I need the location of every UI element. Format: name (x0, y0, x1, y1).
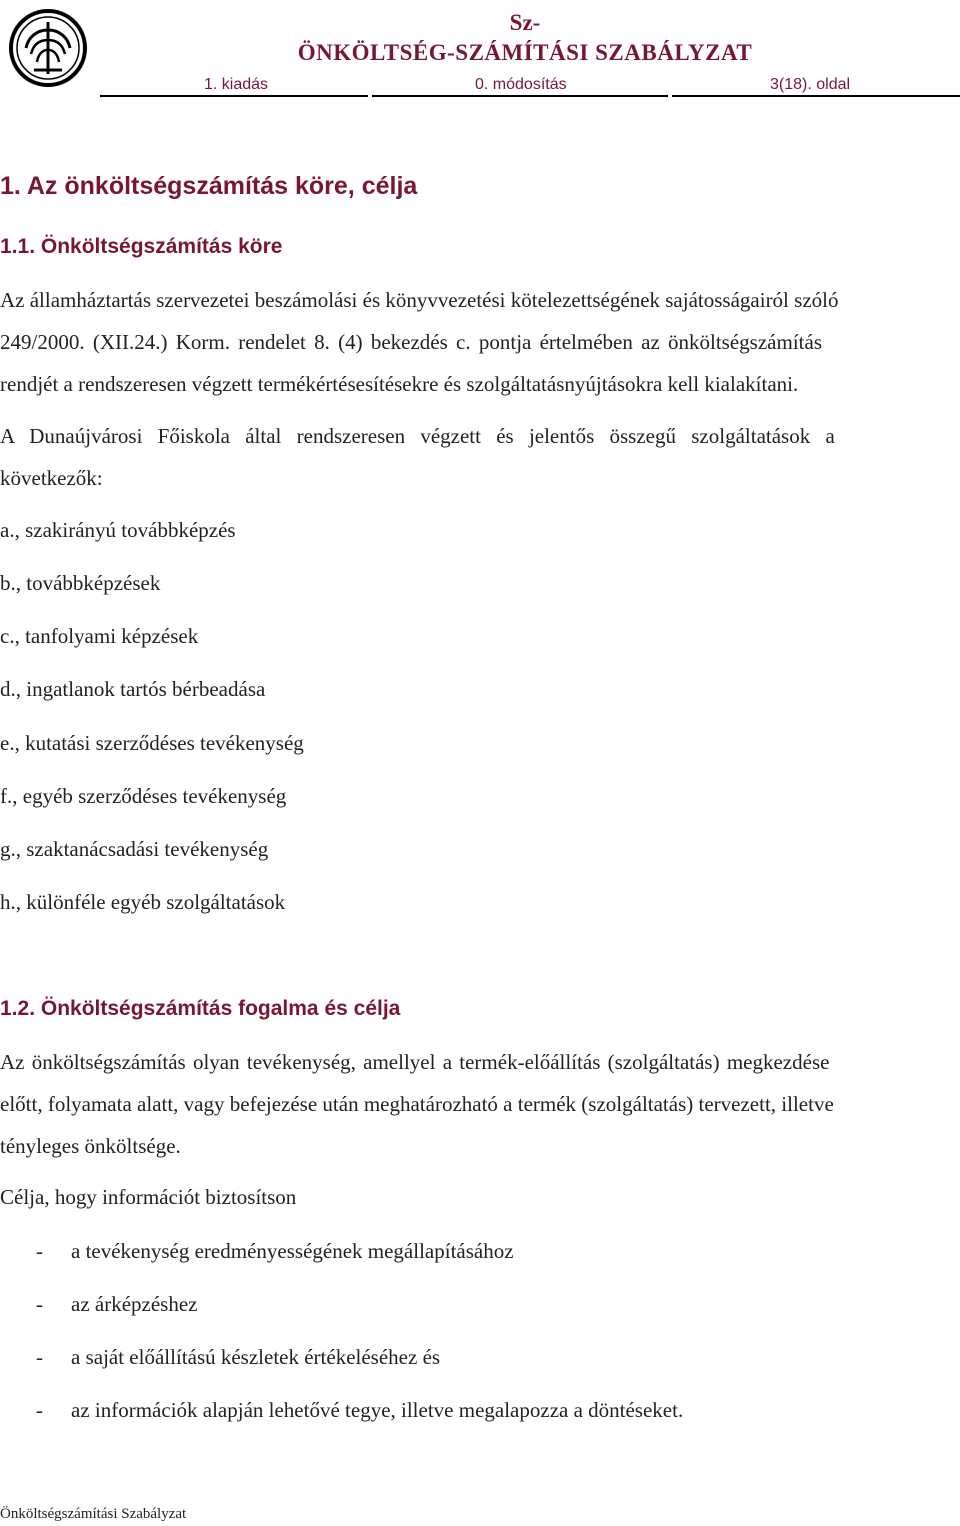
dash-marker: - (36, 1398, 43, 1422)
paragraph-1-line-1: Az államháztartás szervezetei beszámolási és könyvvezetési kötelezettségének sajátosságairól szóló (0, 288, 839, 312)
page-footer: Önköltségszámítási Szabályzat (0, 1506, 187, 1522)
list-item: g., szaktanácsadási tevékenység (0, 837, 269, 861)
dash-marker: - (36, 1345, 43, 1369)
list-item: e., kutatási szerződéses tevékenység (0, 731, 304, 755)
subsection-heading-1-1: 1.1. Önköltségszámítás köre (0, 235, 283, 258)
edition-label: 1. kiadás (204, 76, 269, 93)
dash-marker: - (36, 1239, 43, 1263)
list-item: d., ingatlanok tartós bérbeadása (0, 677, 266, 701)
header-rule-1 (100, 95, 368, 97)
document-title-line-2: ÖNKÖLTSÉG-SZÁMÍTÁSI SZABÁLYZAT (297, 40, 753, 65)
section-heading: 1. Az önköltségszámítás köre, célja (0, 172, 418, 200)
document-header (0, 0, 960, 100)
document-meta-row (100, 76, 960, 98)
list-item: b., továbbképzések (0, 571, 161, 595)
paragraph-2-line-2: következők: (0, 466, 103, 490)
college-emblem-icon (8, 8, 88, 88)
goal-text: az információk alapján lehetővé tegye, illetve megalapozza a döntéseket. (71, 1398, 684, 1422)
paragraph-3-line-1: Az önköltségszámítás olyan tevékenység, amellyel a termék-előállítás (szolgáltatás) megkezdése (0, 1050, 830, 1074)
paragraph-1-line-2: 249/2000. (XII.24.) Korm. rendelet 8. (4) bekezdés c. pontja értelmében az önköltségszámítás (0, 330, 822, 354)
paragraph-3-line-3: tényleges önköltsége. (0, 1134, 181, 1158)
paragraph-2-line-1: A Dunaújvárosi Főiskola által rendszeresen végzett és jelentős összegű szolgáltatások a (0, 424, 835, 448)
page-number-label: 3(18). oldal (770, 76, 851, 93)
paragraph-1-line-3: rendjét a rendszeresen végzett termékértésesítésekre és szolgáltatásnyújtásokra kell kialakítani. (0, 372, 799, 396)
goal-text: a saját előállítású készletek értékeléséhez és (71, 1345, 441, 1369)
subsection-heading-1-2: 1.2. Önköltségszámítás fogalma és célja (0, 997, 401, 1020)
list-item: c., tanfolyami képzések (0, 624, 199, 648)
header-rule-3 (672, 95, 960, 97)
goal-text: az árképzéshez (71, 1292, 198, 1316)
dash-marker: - (36, 1292, 43, 1316)
list-item: a., szakirányú továbbképzés (0, 518, 236, 542)
list-item: f., egyéb szerződéses tevékenység (0, 784, 287, 808)
document-title-line-1: Sz- (509, 10, 541, 35)
goal-text: a tevékenység eredményességének megállapításához (71, 1239, 514, 1263)
header-rule-2 (372, 95, 668, 97)
paragraph-3-line-2: előtt, folyamata alatt, vagy befejezése után meghatározható a termék (szolgáltatás) tervezett, illetve (0, 1092, 834, 1116)
paragraph-4: Célja, hogy információt biztosítson (0, 1185, 297, 1209)
modification-label: 0. módosítás (475, 76, 567, 93)
list-item: h., különféle egyéb szolgáltatások (0, 890, 286, 914)
